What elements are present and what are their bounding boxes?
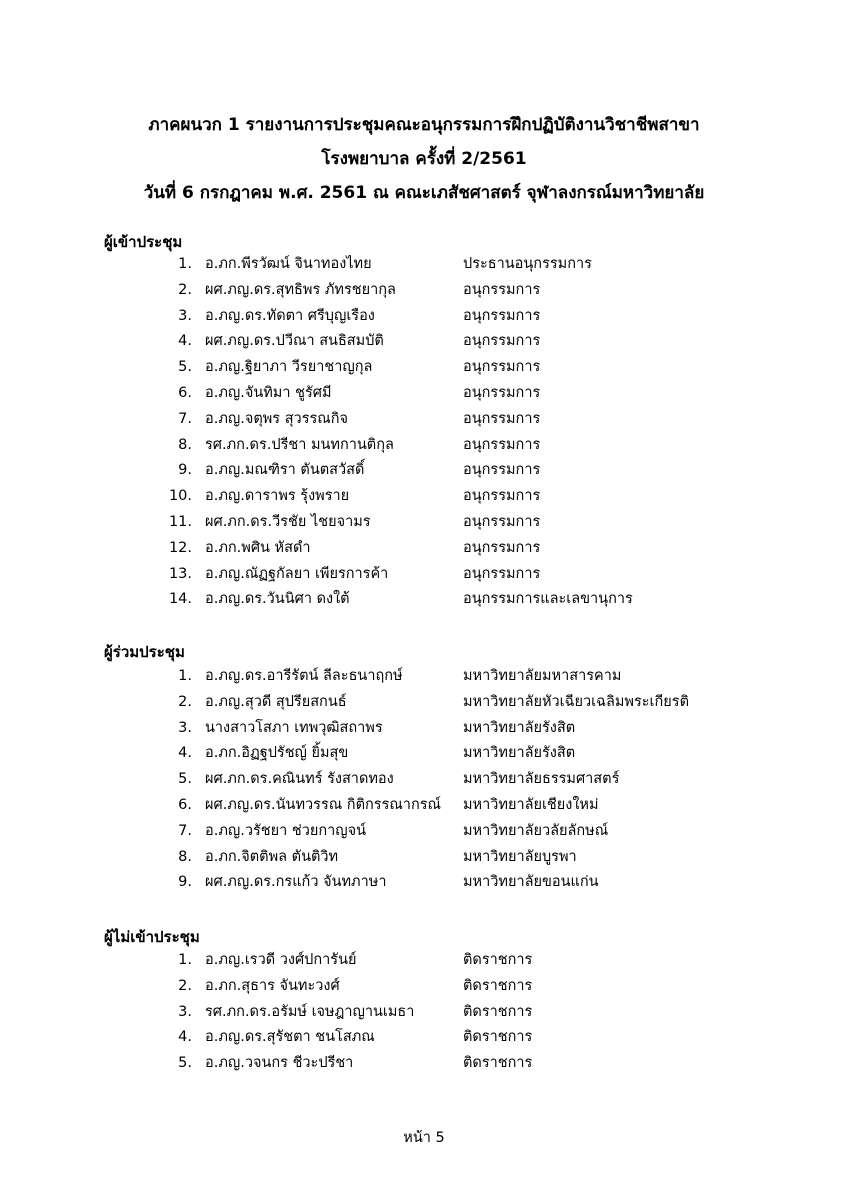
person-name: รศ.ภก.ดร.อรัมษ์ เจษฎาญานเมธา (205, 1003, 415, 1020)
person-role: มหาวิทยาลัยธรรมศาสตร์ (463, 771, 620, 788)
list-item (0, 252, 848, 278)
person-name: อ.ภญ.มณฑิรา ตันตสวัสดิ์ (205, 462, 365, 479)
page-number: หน้า 5 (403, 1130, 445, 1146)
attendees-list (0, 252, 848, 613)
person-role: อนุกรรมการ (463, 539, 541, 556)
person-role: ติดราชการ (463, 1003, 533, 1020)
item-number: 6. (178, 384, 192, 401)
item-number: 2. (178, 977, 192, 994)
item-number: 4. (178, 745, 192, 762)
list-item (0, 845, 848, 871)
list-item (0, 767, 848, 793)
person-name: อ.ภก.สุธาร จันทะวงศ์ (205, 977, 340, 994)
person-name: ผศ.ภญ.ดร.สุทธิพร ภัทรชยากุล (205, 281, 396, 298)
list-item (0, 484, 848, 510)
person-name: อ.ภก.พีรวัฒน์ จินาทองไทย (205, 256, 372, 272)
list-item (0, 1025, 848, 1051)
person-role: อนุกรรมการ (463, 436, 541, 453)
list-item (0, 458, 848, 484)
person-name: อ.ภก.จิตติพล ตันติวิท (205, 848, 339, 865)
person-name: ผศ.ภญ.ดร.กรแก้ว จันทภาษา (205, 874, 387, 891)
person-role: มหาวิทยาลัยบูรพา (463, 848, 577, 865)
person-name: อ.ภญ.ณัฏฐกัลยา เพียรการค้า (205, 565, 389, 582)
item-number: 4. (178, 333, 192, 350)
person-role: มหาวิทยาลัยหัวเฉียวเฉลิมพระเกียรติ (463, 693, 689, 710)
title-line-3: วันที่ 6 กรกฎาคม พ.ศ. 2561 ณ คณะเภสัชศาสตร์ จุฬาลงกรณ์มหาวิทยาลัย (143, 183, 705, 203)
list-item (0, 433, 848, 459)
item-number: 1. (178, 668, 192, 684)
list-item (0, 587, 848, 613)
item-number: 2. (178, 281, 192, 298)
item-number: 3. (178, 1003, 192, 1020)
item-number: 3. (178, 307, 192, 324)
absentees-list (0, 948, 848, 1077)
list-item (0, 690, 848, 716)
person-name: นางสาวโสภา เทพวุฒิสถาพร (205, 719, 383, 736)
list-item (0, 381, 848, 407)
item-number: 12. (168, 539, 192, 556)
document-title (0, 108, 848, 210)
person-role: ติดราชการ (463, 1055, 533, 1072)
person-name: อ.ภญ.ดร.ทัดตา ศรีบุญเรือง (205, 307, 375, 324)
person-role: อนุกรรมการ (463, 281, 541, 298)
person-role: อนุกรรมการ (463, 359, 541, 376)
person-role: อนุกรรมการ (463, 565, 541, 582)
person-name: อ.ภญ.จันทิมา ชูรัศมี (205, 384, 332, 401)
item-number: 13. (168, 565, 192, 582)
item-number: 1. (178, 256, 192, 272)
item-number: 6. (178, 796, 192, 813)
item-number: 10. (168, 488, 192, 505)
person-name: อ.ภญ.ดร.สุรัชตา ชนโสภณ (205, 1029, 375, 1046)
list-item (0, 664, 848, 690)
list-item (0, 278, 848, 304)
list-item (0, 1051, 848, 1077)
person-name: อ.ภญ.วรัชยา ช่วยกาญจน์ (205, 822, 367, 839)
person-role: อนุกรรมการ (463, 307, 541, 324)
person-name: อ.ภญ.เรวดี วงศ์ปการันย์ (205, 952, 357, 968)
item-number: 14. (168, 591, 192, 608)
person-role: ติดราชการ (463, 977, 533, 994)
person-name: อ.ภญ.ฐิยาภา วีรยาชาญกุล (205, 359, 373, 376)
person-role: มหาวิทยาลัยขอนแก่น (463, 874, 599, 891)
item-number: 11. (168, 513, 192, 530)
item-number: 4. (178, 1029, 192, 1046)
list-item (0, 948, 848, 974)
item-number: 1. (178, 952, 192, 968)
list-item (0, 329, 848, 355)
item-number: 9. (178, 874, 192, 891)
person-name: ผศ.ภญ.ดร.นันทวรรณ กิติกรรณากรณ์ (205, 796, 441, 813)
item-number: 7. (178, 410, 192, 427)
person-role: มหาวิทยาลัยเชียงใหม่ (463, 796, 599, 813)
absentees-heading: ผู้ไม่เข้าประชุม (104, 928, 200, 946)
list-item (0, 536, 848, 562)
person-role: มหาวิทยาลัยวลัยลักษณ์ (463, 822, 609, 839)
list-item (0, 819, 848, 845)
person-name: อ.ภญ.ดาราพร รุ้งพราย (205, 488, 350, 505)
list-item (0, 870, 848, 896)
item-number: 8. (178, 436, 192, 453)
list-item (0, 716, 848, 742)
person-role: อนุกรรมการ (463, 513, 541, 530)
person-name: อ.ภญ.สุวดี สุปรียสกนธ์ (205, 693, 347, 710)
item-number: 5. (178, 771, 192, 788)
item-number: 9. (178, 462, 192, 479)
list-item (0, 793, 848, 819)
person-name: อ.ภก.อิฏฐปรัชญ์ ยิ้มสุข (205, 745, 349, 762)
item-number: 8. (178, 848, 192, 865)
person-name: รศ.ภก.ดร.ปรีชา มนทกานติกุล (205, 436, 394, 453)
person-name: อ.ภญ.ดร.วันนิศา ดงใต้ (205, 591, 350, 608)
item-number: 3. (178, 719, 192, 736)
item-number: 7. (178, 822, 192, 839)
person-role: อนุกรรมการ (463, 488, 541, 505)
item-number: 5. (178, 1055, 192, 1072)
participants-heading: ผู้ร่วมประชุม (104, 643, 185, 661)
person-role: มหาวิทยาลัยรังสิต (463, 719, 576, 736)
list-item (0, 510, 848, 536)
person-role: อนุกรรมการ (463, 384, 541, 401)
list-item (0, 304, 848, 330)
person-name: อ.ภญ.จตุพร สุวรรณกิจ (205, 410, 349, 427)
person-name: อ.ภก.พศิน หัสดำ (205, 539, 311, 556)
person-role: อนุกรรมการและเลขานุการ (463, 591, 633, 608)
item-number: 2. (178, 693, 192, 710)
person-role: ติดราชการ (463, 1029, 533, 1046)
list-item (0, 974, 848, 1000)
person-name: ผศ.ภก.ดร.คณินทร์ รังสาดทอง (205, 771, 394, 788)
list-item (0, 741, 848, 767)
title-line-1: ภาคผนวก 1 รายงานการประชุมคณะอนุกรรมการฝึกปฏิบัติงานวิชาชีพสาขา (148, 115, 700, 135)
person-role: อนุกรรมการ (463, 333, 541, 350)
person-name: ผศ.ภก.ดร.วีรชัย ไชยจามร (205, 513, 371, 530)
person-role: มหาวิทยาลัยมหาสารคาม (463, 668, 622, 684)
person-name: อ.ภญ.ดร.อารีรัตน์ ลีละธนาฤกษ์ (205, 668, 403, 684)
person-role: อนุกรรมการ (463, 462, 541, 479)
list-item (0, 562, 848, 588)
item-number: 5. (178, 359, 192, 376)
person-role: ประธานอนุกรรมการ (463, 256, 592, 272)
list-item (0, 407, 848, 433)
list-item (0, 355, 848, 381)
participants-list (0, 664, 848, 896)
person-role: ติดราชการ (463, 952, 533, 968)
attendees-heading: ผู้เข้าประชุม (104, 233, 183, 251)
list-item (0, 1000, 848, 1026)
person-role: มหาวิทยาลัยรังสิต (463, 745, 576, 762)
person-role: อนุกรรมการ (463, 410, 541, 427)
person-name: ผศ.ภญ.ดร.ปวีณา สนธิสมบัติ (205, 333, 384, 350)
title-line-2: โรงพยาบาล ครั้งที่ 2/2561 (321, 149, 527, 169)
person-name: อ.ภญ.วจนกร ชีวะปรีชา (205, 1055, 354, 1072)
